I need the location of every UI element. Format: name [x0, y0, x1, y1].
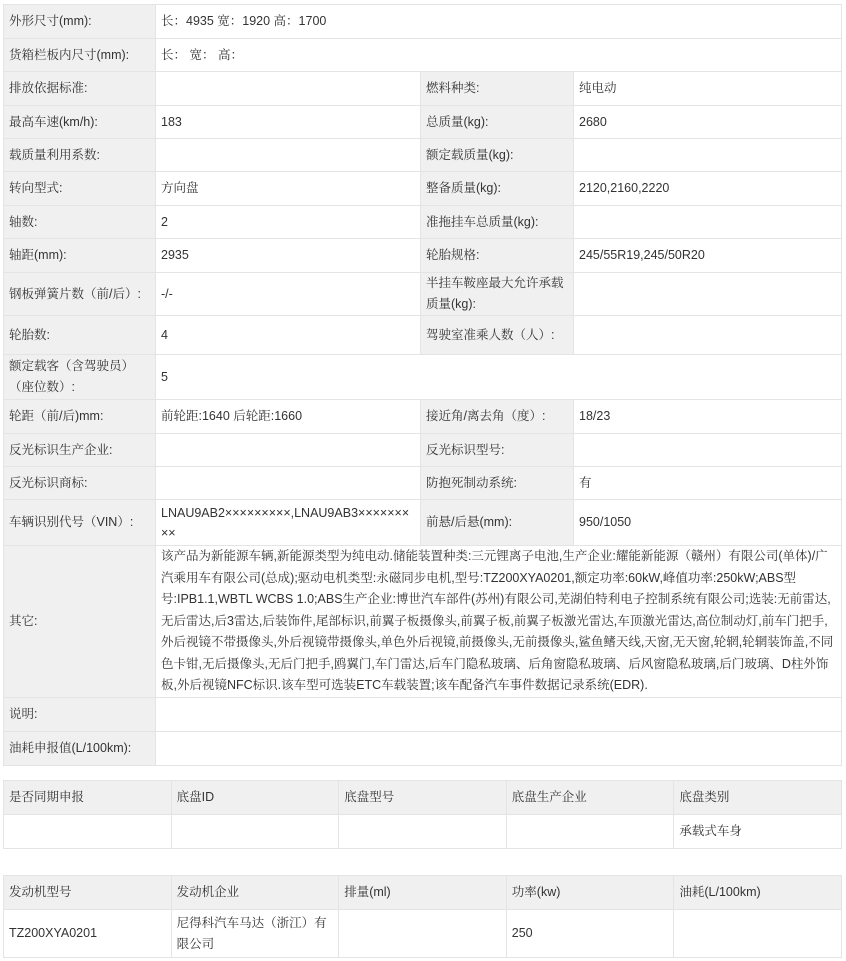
spec-value: -/-: [156, 273, 421, 316]
spec-label: 反光标识生产企业:: [4, 434, 156, 467]
spec-value: [574, 139, 842, 172]
chassis-header: 底盘型号: [339, 781, 507, 815]
spec-label: 轮胎规格:: [421, 239, 574, 273]
spec-label: 外形尺寸(mm):: [4, 5, 156, 39]
spec-label: 半挂车鞍座最大允许承载质量(kg):: [421, 273, 574, 316]
spec-label: 转向型式:: [4, 172, 156, 206]
spec-value: 950/1050: [574, 500, 842, 546]
spec-label: 说明:: [4, 697, 156, 731]
spec-value: 2: [156, 206, 421, 239]
spec-value: 183: [156, 106, 421, 139]
chassis-cell: 承载式车身: [674, 815, 842, 849]
spec-value: [574, 206, 842, 239]
spec-label: 反光标识型号:: [421, 434, 574, 467]
spec-label: 防抱死制动系统:: [421, 467, 574, 500]
engine-cell: [674, 910, 842, 958]
spec-label: 最高车速(km/h):: [4, 106, 156, 139]
spec-label: 货箱栏板内尺寸(mm):: [4, 39, 156, 72]
spec-value: [574, 434, 842, 467]
spec-value: LNAU9AB2×××××××××,LNAU9AB3×××××××××: [156, 500, 421, 546]
spec-value: [156, 697, 842, 731]
spec-label: 其它:: [4, 546, 156, 698]
spec-label: 油耗申报值(L/100km):: [4, 731, 156, 765]
spec-label: 额定载质量(kg):: [421, 139, 574, 172]
engine-cell: 250: [506, 910, 674, 958]
spec-value: [574, 273, 842, 316]
spec-value: 纯电动: [574, 72, 842, 106]
spec-label: 前悬/后悬(mm):: [421, 500, 574, 546]
spec-label: 车辆识别代号（VIN）:: [4, 500, 156, 546]
spec-label: 轴距(mm):: [4, 239, 156, 273]
spec-label: 接近角/离去角（度）:: [421, 400, 574, 434]
spec-label: 燃料种类:: [421, 72, 574, 106]
spec-label: 驾驶室准乘人数（人）:: [421, 316, 574, 355]
spec-value: 18/23: [574, 400, 842, 434]
spec-value: 2935: [156, 239, 421, 273]
spec-value: 2680: [574, 106, 842, 139]
chassis-header: 底盘生产企业: [506, 781, 674, 815]
spec-value: 2120,2160,2220: [574, 172, 842, 206]
engine-cell: TZ200XYA0201: [4, 910, 172, 958]
spec-value: [156, 72, 421, 106]
spec-value: [156, 434, 421, 467]
spec-value: 5: [156, 355, 842, 400]
engine-table: [3, 875, 842, 958]
chassis-table: [3, 780, 842, 849]
spec-label: 载质量利用系数:: [4, 139, 156, 172]
engine-header: 排量(ml): [339, 876, 507, 910]
engine-header: 发动机企业: [171, 876, 339, 910]
spec-value: 前轮距:1640 后轮距:1660: [156, 400, 421, 434]
spec-value: 长：4935 宽：1920 高：1700: [156, 5, 842, 39]
spec-label: 轮胎数:: [4, 316, 156, 355]
spec-value: 有: [574, 467, 842, 500]
chassis-cell: [171, 815, 339, 849]
spec-label: 排放依据标准:: [4, 72, 156, 106]
engine-header: 发动机型号: [4, 876, 172, 910]
spec-label: 轴数:: [4, 206, 156, 239]
spec-label: 额定载客（含驾驶员）（座位数）:: [4, 355, 156, 400]
spec-value: [156, 139, 421, 172]
chassis-header: 底盘类别: [674, 781, 842, 815]
engine-cell: [339, 910, 507, 958]
chassis-header: 底盘ID: [171, 781, 339, 815]
spec-value: [156, 467, 421, 500]
chassis-cell: [4, 815, 172, 849]
spec-label: 轮距（前/后)mm:: [4, 400, 156, 434]
spec-value: [574, 316, 842, 355]
other-description: 该产品为新能源车辆,新能源类型为纯电动.储能装置种类:三元锂离子电池,生产企业:耀能新能源（赣州）有限公司(单体)/广汽乘用车有限公司(总成);驱动电机类型:永磁同步电机,型号:TZ200XYA0201,额定功率:60kW,峰值功率:250kW;ABS型号:IPB1.1,WBTL WCBS 1.0;ABS生产企业:博世汽车部件(苏州)有限公司,芜湖伯特利电子控制系统有限公司;选装:无前雷达,无后雷达,后3雷达,后装饰件,尾部标识,前翼子板摄像头,前翼子板,前翼子板激光雷达,车顶激光雷达,高位制动灯,前车门把手,外后视镜不带摄像头,外后视镜带摄像头,单色外后视镜,前摄像头,无前摄像头,鲨鱼鳍天线,天窗,无天窗,轮辋,轮辋装饰盖,不同色卡钳,无后摄像头,无后门把手,鸥翼门,车门雷达,后车门隐私玻璃、后角窗隐私玻璃、后风窗隐私玻璃,后门玻璃、D柱外饰板,外后视镜NFC标识.该车型可选装ETC车载装置;该车配备汽车事件数据记录系统(EDR).: [156, 546, 842, 698]
spec-value: 长： 宽： 高：: [156, 39, 842, 72]
spec-value: 245/55R19,245/50R20: [574, 239, 842, 273]
chassis-cell: [339, 815, 507, 849]
engine-header: 油耗(L/100km): [674, 876, 842, 910]
engine-header: 功率(kw): [506, 876, 674, 910]
chassis-header: 是否同期申报: [4, 781, 172, 815]
spec-label: 钢板弹簧片数（前/后）:: [4, 273, 156, 316]
spec-value: [156, 731, 842, 765]
engine-cell: 尼得科汽车马达（浙江）有限公司: [171, 910, 339, 958]
vehicle-spec-table: [3, 4, 842, 766]
spec-value: 4: [156, 316, 421, 355]
spec-label: 反光标识商标:: [4, 467, 156, 500]
spec-label: 准拖挂车总质量(kg):: [421, 206, 574, 239]
spec-label: 整备质量(kg):: [421, 172, 574, 206]
chassis-cell: [506, 815, 674, 849]
spec-label: 总质量(kg):: [421, 106, 574, 139]
spec-value: 方向盘: [156, 172, 421, 206]
